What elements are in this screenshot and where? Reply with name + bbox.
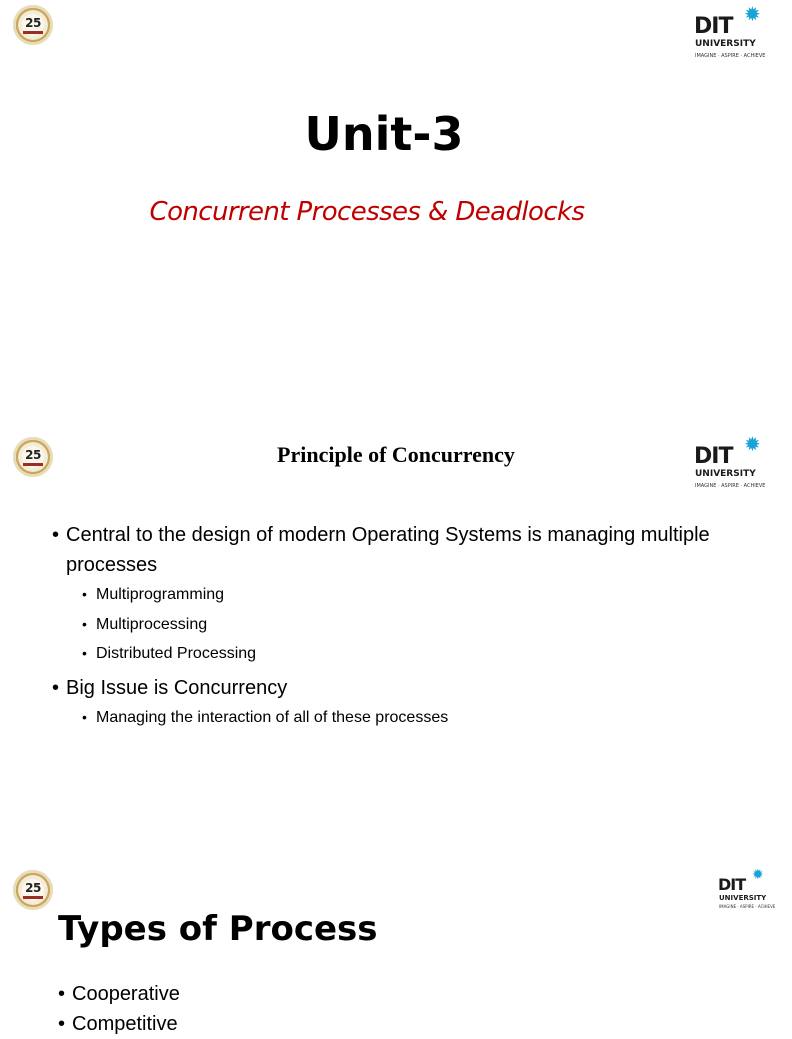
logo-university: UNIVERSITY (719, 894, 767, 902)
sub-list-item: • Managing the interaction of all of these processes (82, 703, 742, 733)
dit-university-logo (718, 867, 776, 913)
logo-brand: DIT (694, 14, 733, 39)
dit-university-logo (694, 2, 766, 60)
logo-university: UNIVERSITY (695, 469, 756, 479)
anniversary-badge-icon: 25 (13, 437, 53, 477)
sub-list-item: • Distributed Processing (82, 639, 742, 669)
logo-tagline: IMAGINE · ASPIRE · ACHIEVE (719, 904, 776, 909)
slide-title: Unit-3 (304, 107, 464, 161)
gear-icon: ✹ (744, 2, 761, 26)
logo-brand: DIT (694, 444, 733, 469)
slide-subtitle: Concurrent Processes & Deadlocks (149, 197, 585, 227)
sub-list-item: • Multiprogramming (82, 580, 742, 610)
slide-title: Types of Process (58, 909, 378, 949)
gear-icon: ✹ (752, 867, 764, 883)
slide-title: Principle of Concurrency (277, 442, 515, 467)
slide-types-of-process (0, 863, 776, 1035)
list-item: • Big Issue is Concurrency (52, 673, 742, 703)
list-item: • Central to the design of modern Operating Systems is managing multiple processes (52, 520, 742, 580)
list-item: • Competitive (58, 1009, 658, 1039)
bullet-list (58, 979, 658, 1039)
gear-icon: ✹ (744, 432, 761, 456)
bullet-list (52, 520, 742, 732)
anniversary-badge-icon: 25 (13, 5, 53, 45)
logo-tagline: IMAGINE · ASPIRE · ACHIEVE (695, 53, 766, 59)
slide-principle-of-concurrency (0, 430, 768, 830)
slide-unit-3 (0, 0, 768, 400)
anniversary-badge-icon: 25 (13, 870, 53, 910)
logo-brand: DIT (718, 875, 746, 894)
logo-university: UNIVERSITY (695, 39, 756, 49)
list-item: • Cooperative (58, 979, 658, 1009)
logo-tagline: IMAGINE · ASPIRE · ACHIEVE (695, 483, 766, 489)
sub-list-item: • Multiprocessing (82, 610, 742, 640)
